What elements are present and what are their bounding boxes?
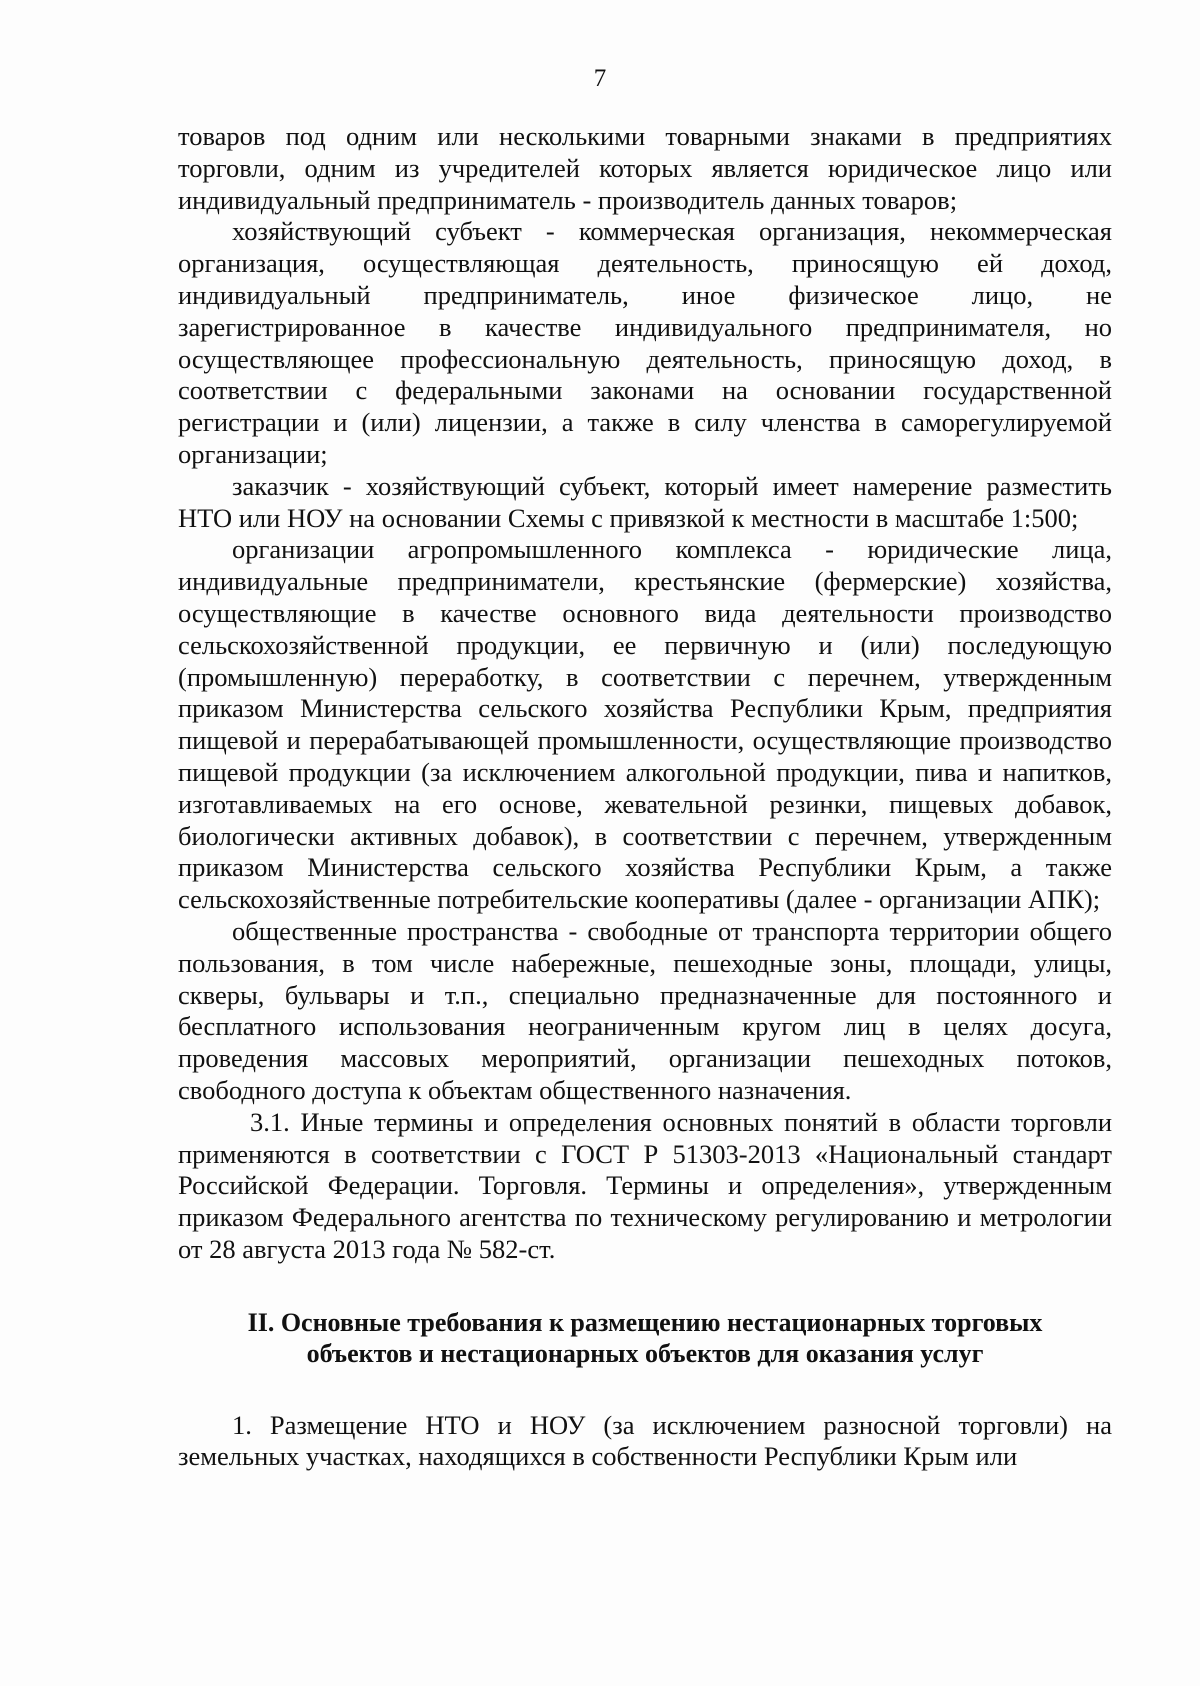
- paragraph-definition-public-spaces: общественные пространства - свободные от транспорта территории общего пользования, в том числе набережные, пешеходные зоны, площади, улицы, скверы, бульвары и т.п., специально предназначенные для постоянного и бесплатного использования неограниченным кругом лиц в целях досуга, проведения массовых мероприятий, организации пешеходных потоков, свободного доступа к объектам общественного назначения.: [178, 915, 1112, 1105]
- document-body: [178, 121, 1112, 1473]
- paragraph-clause-1: 1. Размещение НТО и НОУ (за исключением разносной торговли) на земельных участках, находящихся в собственности Республики Крым или: [178, 1409, 1112, 1472]
- section-heading-line-2: объектов и нестационарных объектов для оказания услуг: [306, 1339, 984, 1369]
- paragraph-clause-3-1: 3.1. Иные термины и определения основных понятий в области торговли применяются в соответствии с ГОСТ Р 51303-2013 «Национальный стандарт Российской Федерации. Торговля. Термины и определения», утвержденным приказом Федерального агентства по техническому регулированию и метрологии от 28 августа 2013 года № 582-ст.: [178, 1106, 1112, 1264]
- page-number: 7: [593, 65, 607, 92]
- paragraph-definition-economic-entity: хозяйствующий субъект - коммерческая организация, некоммерческая организация, осуществляющая деятельность, приносящую ей доход, индивидуальный предприниматель, иное физическое лицо, не зарегистрированное в качестве индивидуального предпринимателя, но осуществляющее профессиональную деятельность, приносящую доход, в соответствии с федеральными законами на основании государственной регистрации и (или) лицензии, а также в силу членства в саморегулируемой организации;: [178, 216, 1112, 469]
- section-heading-line-1: II. Основные требования к размещению нестационарных торговых: [247, 1307, 1043, 1337]
- paragraph-continuation: товаров под одним или несколькими товарными знаками в предприятиях торговли, одним из учредителей которых является юридическое лицо или индивидуальный предприниматель - производитель данных товаров;: [178, 121, 1112, 215]
- section-heading: [178, 1307, 1112, 1370]
- paragraph-definition-agro-organizations: организации агропромышленного комплекса - юридические лица, индивидуальные предприниматели, крестьянские (фермерские) хозяйства, осуществляющие в качестве основного вида деятельности производство сельскохозяйственной продукции, ее первичную и (или) последующую (промышленную) переработку, в соответствии с перечнем, утвержденным приказом Министерства сельского хозяйства Республики Крым, предприятия пищевой и перерабатывающей промышленности, осуществляющие производство пищевой продукции (за исключением алкогольной продукции, пива и напитков, изготавливаемых на его основе, жевательной резинки, пищевых добавок, биологически активных добавок), в соответствии с перечнем, утвержденным приказом Министерства сельского хозяйства Республики Крым, а также сельскохозяйственные потребительские кооперативы (далее - организации АПК);: [178, 534, 1112, 915]
- paragraph-definition-customer: заказчик - хозяйствующий субъект, который имеет намерение разместить НТО или НОУ на основании Схемы с привязкой к местности в масштабе 1:500;: [178, 470, 1112, 533]
